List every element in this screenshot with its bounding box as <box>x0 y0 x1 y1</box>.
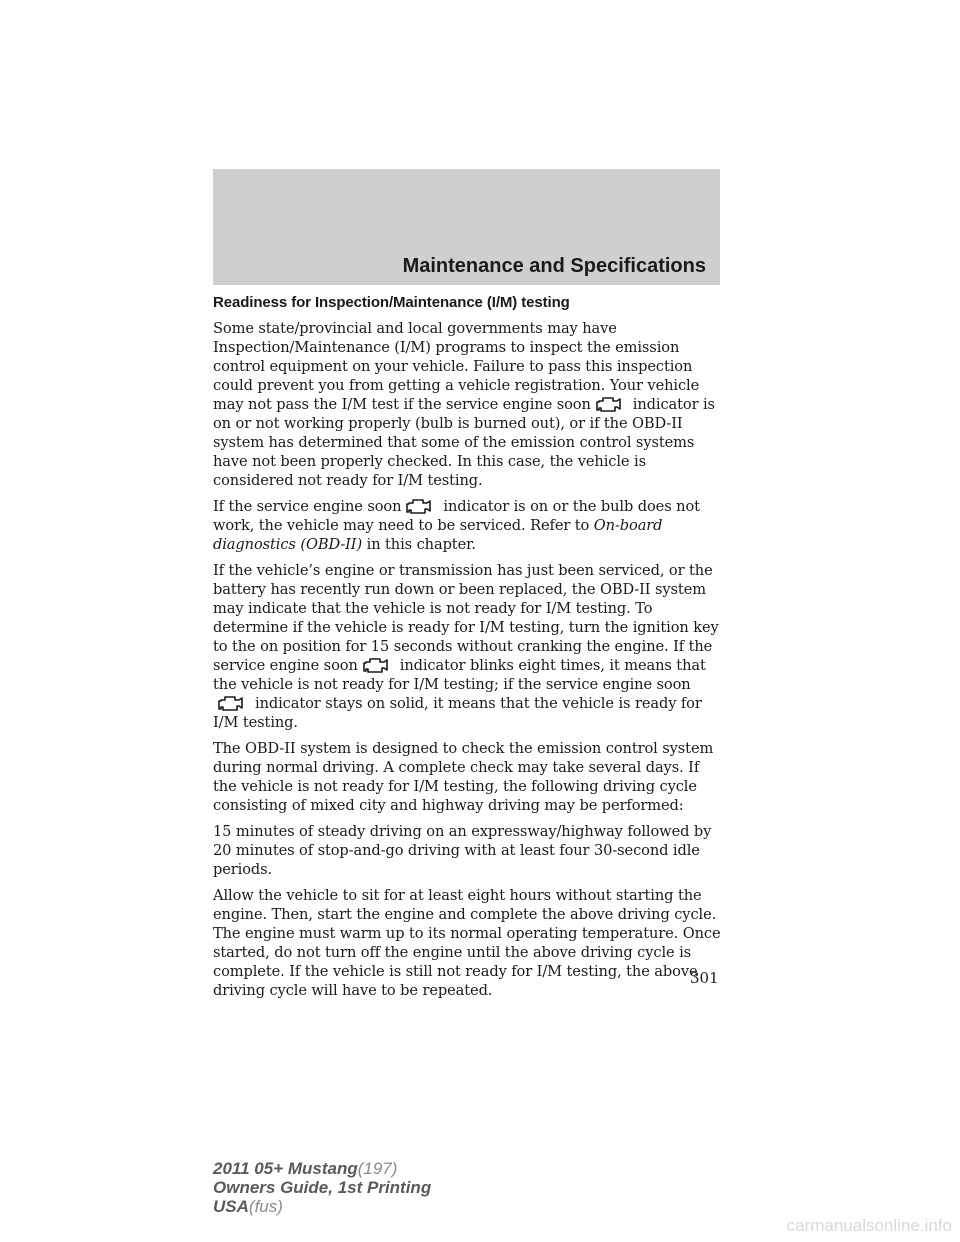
text-run: If the service engine soon <box>213 498 402 515</box>
paragraph-repeat-cycle: Allow the vehicle to sit for at least eight hours without starting the engine. Then, start the engine and complete the above driving cycle. The engine must warm up to its normal operating temperature. Once started, do not turn off the engine until the above driving cycle is complete. If the vehicle is still not ready for I/M testing, the above driving cycle will have to be repeated. <box>213 887 721 999</box>
check-engine-icon <box>362 656 392 674</box>
footer-line-3 <box>213 1197 431 1216</box>
paragraph-obd-system: The OBD-II system is designed to check the emission control system during normal driving. A complete check may take several days. If the vehicle is not ready for I/M testing, the following driving cycle consisting of mixed city and highway driving may be performed: <box>213 740 714 814</box>
page-content <box>213 293 723 1007</box>
text-run: Some state/provincial and local governments may have Inspection/Maintenance (I/M) programs to inspect the emission control equipment on your vehicle. Failure to pass this inspection could prevent you from getting a vehicle registration. Your vehicle may not pass the I/M test if the service engine soon <box>213 320 700 413</box>
paragraph-driving-cycle: 15 minutes of steady driving on an expressway/highway followed by 20 minutes of stop-and-go driving with at least four 30-second idle periods. <box>213 823 712 878</box>
watermark: carmanualsonline.info <box>786 1216 952 1235</box>
check-engine-icon <box>405 497 435 515</box>
section-title: Maintenance and Specifications <box>402 255 706 277</box>
cross-reference-obd: On-board diagnostics (OBD-II) <box>213 517 663 553</box>
paragraph-readiness-check <box>213 561 723 732</box>
text-run: If the vehicle’s engine or transmission has just been serviced, or the battery has recently run down or been replaced, the OBD-II system may indicate that the vehicle is not ready for I/M testing. To determine if the vehicle is ready for I/M testing, turn the ignition key to the on position for 15 seconds without cranking the engine. If the service engine soon <box>213 562 719 674</box>
check-engine-icon <box>217 694 247 712</box>
page-number: 301 <box>690 969 719 987</box>
footer-line-1 <box>213 1159 431 1178</box>
header-band <box>213 169 720 285</box>
footer-model: 2011 05+ Mustang <box>213 1159 358 1178</box>
footer-market-code: (fus) <box>248 1197 283 1216</box>
footer-line-2: Owners Guide, 1st Printing <box>213 1178 432 1197</box>
footer-code: (197) <box>357 1159 398 1178</box>
paragraph-im-programs <box>213 319 723 490</box>
section-heading: Readiness for Inspection/Maintenance (I/M) testing <box>213 294 570 311</box>
text-run: indicator stays on solid, it means that the vehicle is ready for I/M testing. <box>213 695 702 731</box>
footer-market: USA <box>213 1197 249 1216</box>
text-run: indicator is on or the bulb does not work, the vehicle may need to be serviced. Refer to <box>213 498 700 534</box>
check-engine-icon <box>595 395 625 413</box>
print-footer <box>213 1159 431 1216</box>
text-run: indicator blinks eight times, it means that the vehicle is not ready for I/M testing; if the service engine soon <box>213 657 706 693</box>
text-run: in this chapter. <box>366 536 476 553</box>
paragraph-indicator-on <box>213 497 723 554</box>
text-run: indicator is on or not working properly (bulb is burned out), or if the OBD-II system has determined that some of the emission control systems have not been properly checked. In this case, the vehicle is considered not ready for I/M testing. <box>213 396 715 489</box>
